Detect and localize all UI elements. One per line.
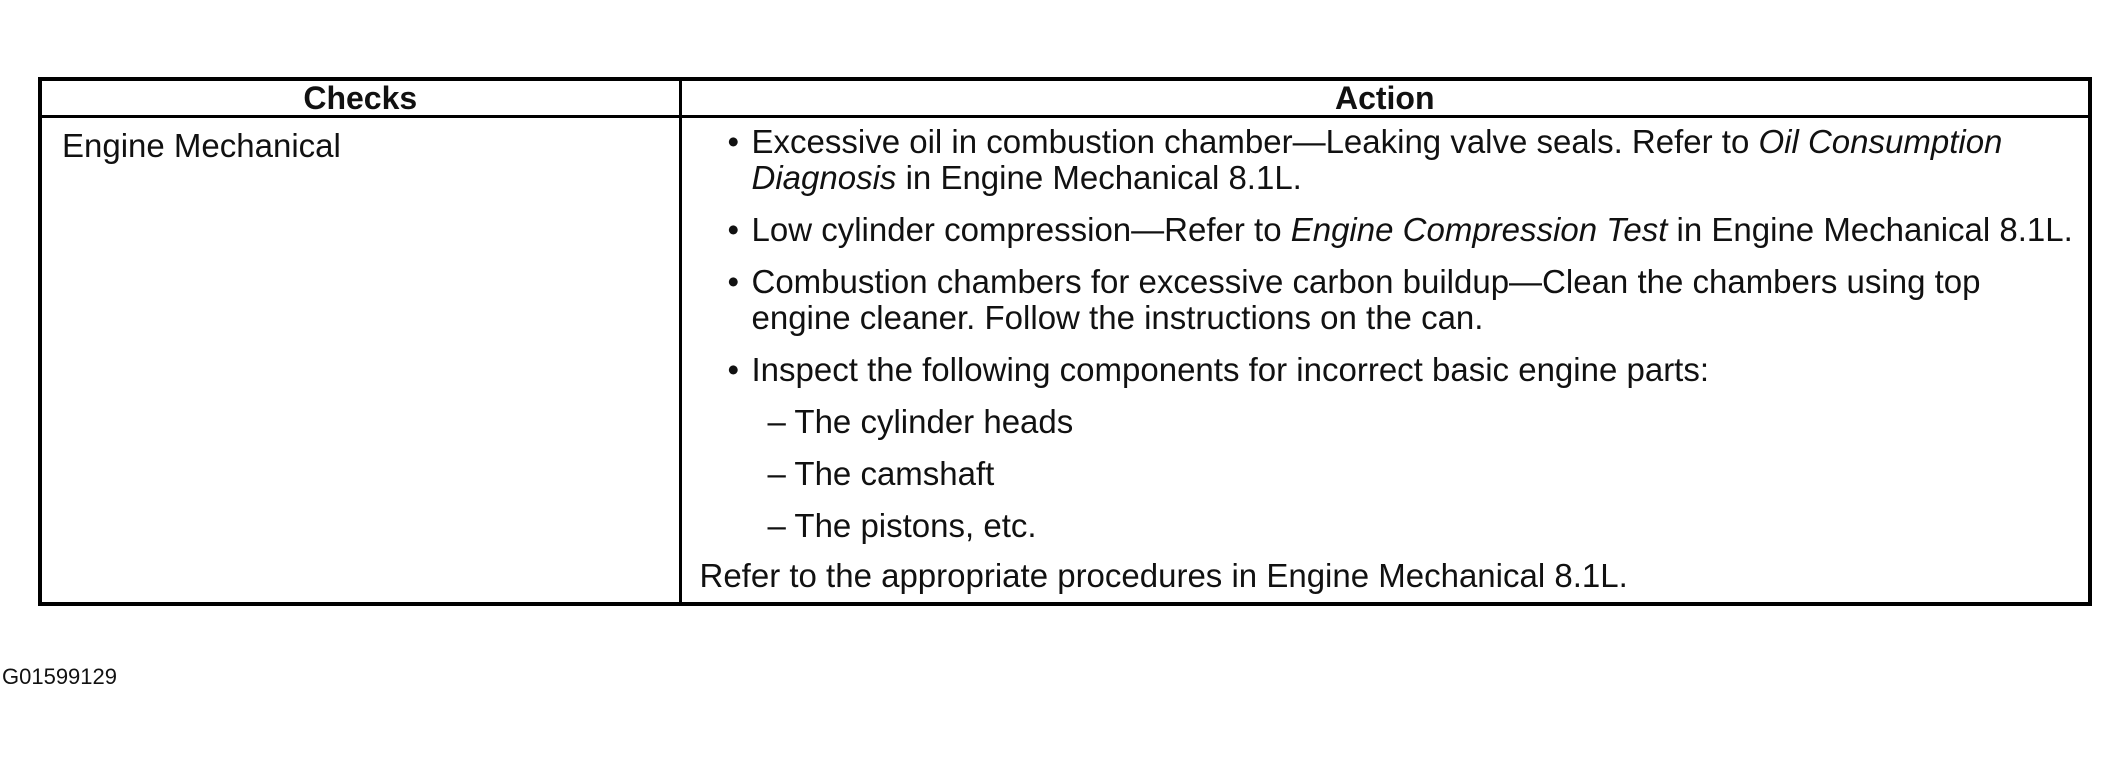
procedure-note: Refer to the appropriate procedures in Engine Mechanical 8.1L. [699, 557, 1628, 594]
component-item: – The pistons, etc. [767, 507, 1037, 544]
component-item: – The camshaft [767, 455, 995, 492]
figure-id: G01599129 [2, 664, 117, 689]
action-list [700, 124, 2079, 544]
bullet-icon: • [727, 263, 740, 300]
action-text: in Engine Mechanical 8.1L. [1667, 211, 2073, 248]
bullet-icon: • [727, 351, 740, 388]
action-cell [680, 117, 2090, 605]
reference-title: Engine Compression Test [1290, 211, 1668, 248]
action-text: Low cylinder compression—Refer to [751, 211, 1291, 248]
component-item: – The cylinder heads [767, 403, 1074, 440]
action-text: Combustion chambers for excessive carbon buildup—Clean the chambers using top engine cleaner. Follow the instructions on the can. [751, 263, 1981, 336]
bullet-icon: • [727, 123, 740, 160]
action-item [700, 124, 2079, 196]
action-text: in Engine Mechanical 8.1L. [896, 159, 1302, 196]
bullet-icon: • [727, 211, 740, 248]
action-item [700, 212, 2079, 248]
checks-header: Checks [40, 79, 680, 117]
action-header: Action [680, 79, 2090, 117]
check-cell: Engine Mechanical [40, 117, 680, 605]
action-item [700, 352, 2079, 544]
table-row [40, 117, 2090, 605]
action-text: Inspect the following components for incorrect basic engine parts: [751, 351, 1710, 388]
action-text: Excessive oil in combustion chamber—Leaking valve seals. Refer to [751, 123, 1759, 160]
reference-title: Oil Consumption Diagnosis [751, 123, 2003, 196]
header-row [40, 79, 2090, 117]
action-item [700, 264, 2079, 336]
component-list [752, 404, 2079, 544]
diagnostic-table [38, 77, 2092, 606]
